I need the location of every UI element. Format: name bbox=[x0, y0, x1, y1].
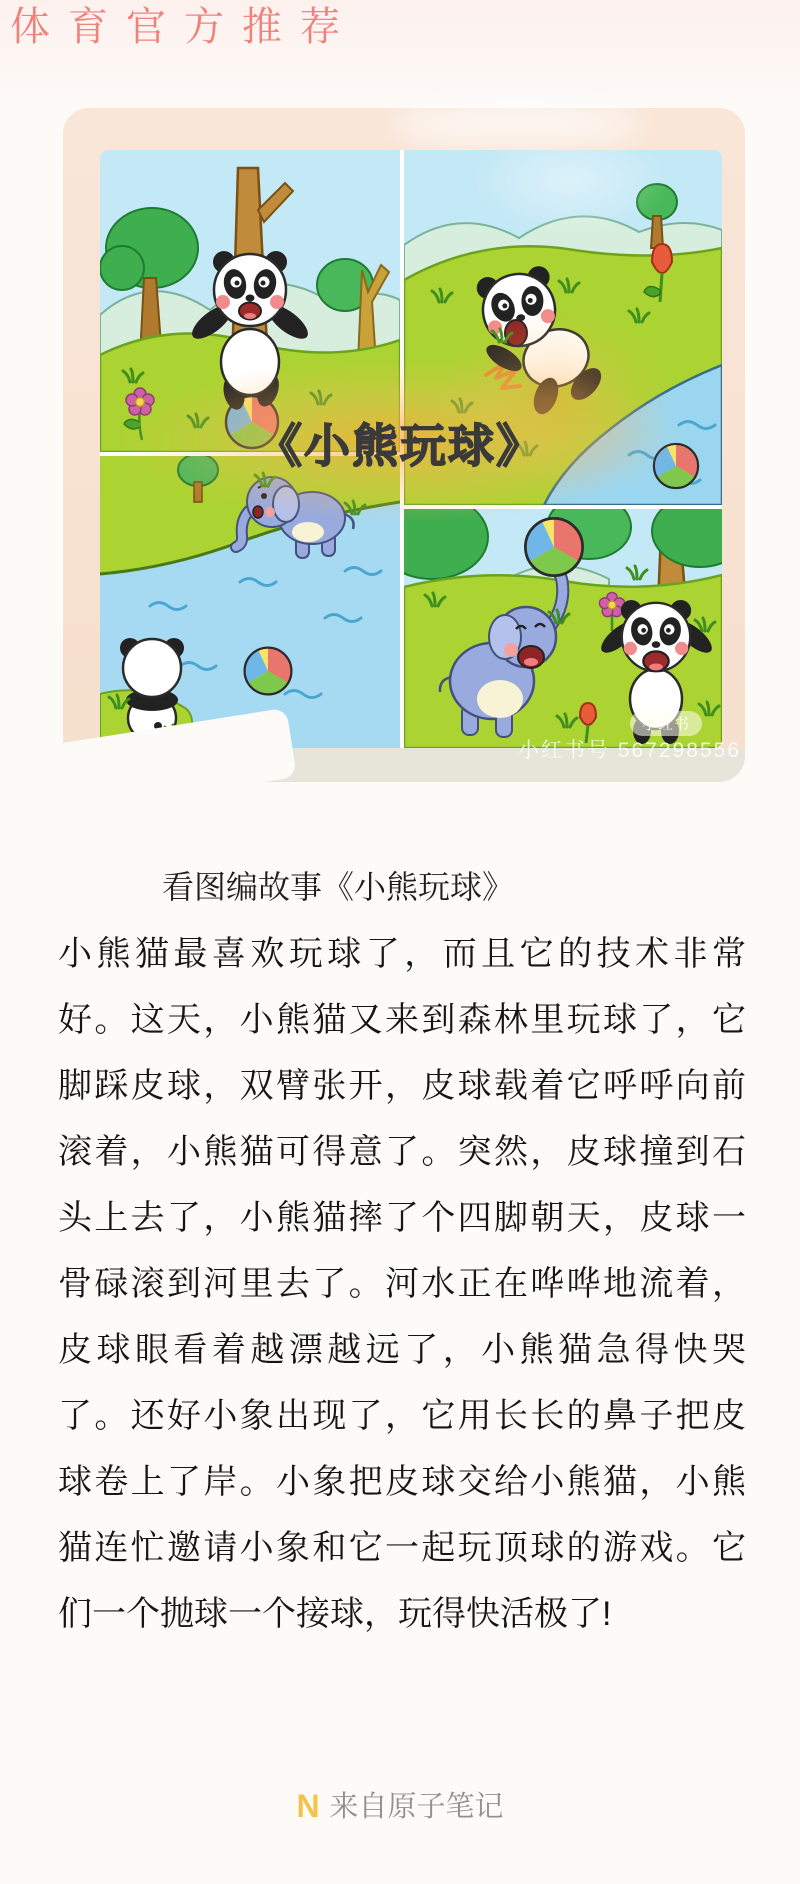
story-title: 看图编故事《小熊玩球》 bbox=[161, 869, 514, 905]
story-line: 头上去了，小熊猫摔了个四脚朝天，皮球一 bbox=[58, 1199, 746, 1237]
comic-illustration bbox=[100, 150, 722, 748]
watermark-text: 小红书号 567298556 bbox=[518, 739, 741, 762]
story-line: 小熊猫最喜欢玩球了，而且它的技术非常 bbox=[58, 935, 746, 973]
story-line: 皮球眼看着越漂越远了，小熊猫急得快哭 bbox=[58, 1331, 746, 1369]
page-title: 体育官方推荐 bbox=[10, 4, 358, 49]
story-line: 脚踩皮球，双臂张开，皮球载着它呼呼向前 bbox=[58, 1067, 746, 1105]
story-line: 球卷上了岸。小象把皮球交给小熊猫，小熊 bbox=[58, 1463, 746, 1501]
story-line: 们一个抛球一个接球，玩得快活极了! bbox=[58, 1595, 612, 1633]
story-line: 了。还好小象出现了，它用长长的鼻子把皮 bbox=[58, 1397, 746, 1435]
story-line: 骨碌滚到河里去了。河水正在哗哗地流着， bbox=[58, 1265, 746, 1303]
footer bbox=[0, 1784, 800, 1825]
story-line: 猫连忙邀请小象和它一起玩顶球的游戏。它 bbox=[58, 1529, 746, 1567]
comic-title: 《小熊玩球》 bbox=[256, 420, 544, 472]
comic-image bbox=[100, 150, 722, 748]
comic-card bbox=[63, 108, 745, 782]
note-app-logo-icon: N bbox=[296, 1788, 320, 1824]
smoke-wisp bbox=[393, 100, 643, 148]
story-body bbox=[58, 921, 746, 1647]
story-line: 滚着，小熊猫可得意了。突然，皮球撞到石 bbox=[58, 1133, 746, 1171]
story-line: 好。这天，小熊猫又来到森林里玩球了，它 bbox=[58, 1001, 746, 1039]
footer-source-text: 来自原子笔记 bbox=[329, 1791, 504, 1823]
xiaohongshu-badge: 小红书 bbox=[630, 711, 702, 736]
